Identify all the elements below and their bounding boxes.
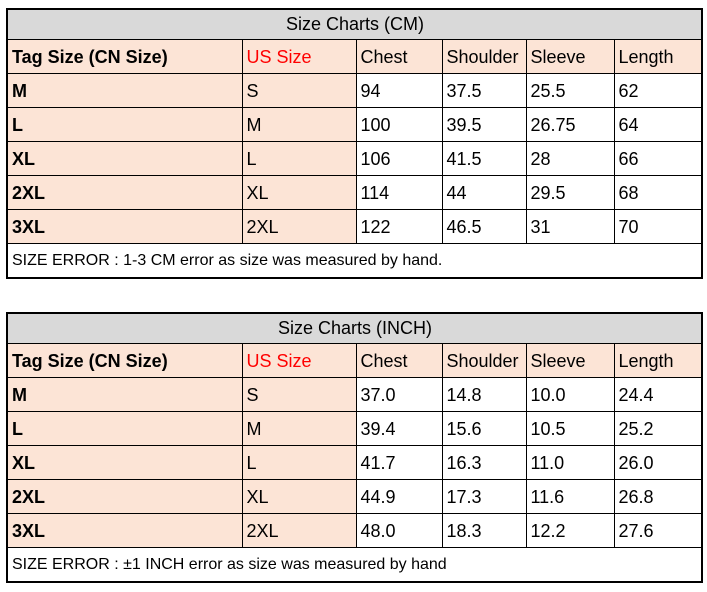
size-error-note-cm: SIZE ERROR : 1-3 CM error as size was measured by hand. — [7, 243, 702, 278]
cell-shoulder: 39.5 — [442, 107, 526, 141]
cell-shoulder: 14.8 — [442, 377, 526, 411]
cell-sleeve: 25.5 — [526, 73, 614, 107]
col-header-shoulder: Shoulder — [442, 343, 526, 377]
table-row — [7, 445, 702, 479]
cell-length: 26.0 — [614, 445, 702, 479]
table-row — [7, 243, 702, 278]
cell-sleeve: 26.75 — [526, 107, 614, 141]
cell-us-size: M — [242, 107, 356, 141]
cell-tag-size: XL — [7, 445, 242, 479]
cell-length: 66 — [614, 141, 702, 175]
table-row — [7, 513, 702, 547]
cell-sleeve: 29.5 — [526, 175, 614, 209]
col-header-length: Length — [614, 39, 702, 73]
col-header-chest: Chest — [356, 343, 442, 377]
cell-tag-size: M — [7, 73, 242, 107]
table-row — [7, 479, 702, 513]
cell-chest: 39.4 — [356, 411, 442, 445]
cell-us-size: L — [242, 445, 356, 479]
col-header-tag-size: Tag Size (CN Size) — [7, 343, 242, 377]
col-header-sleeve: Sleeve — [526, 343, 614, 377]
table-row — [7, 9, 702, 39]
col-header-tag-size: Tag Size (CN Size) — [7, 39, 242, 73]
cell-tag-size: 3XL — [7, 513, 242, 547]
cell-shoulder: 37.5 — [442, 73, 526, 107]
cell-tag-size: L — [7, 411, 242, 445]
cell-sleeve: 28 — [526, 141, 614, 175]
cell-tag-size: 2XL — [7, 175, 242, 209]
cell-length: 62 — [614, 73, 702, 107]
cell-length: 26.8 — [614, 479, 702, 513]
table-row — [7, 377, 702, 411]
cell-length: 68 — [614, 175, 702, 209]
cell-length: 24.4 — [614, 377, 702, 411]
table-row — [7, 411, 702, 445]
cell-us-size: 2XL — [242, 513, 356, 547]
table-row — [7, 547, 702, 582]
table-row — [7, 39, 702, 73]
cell-length: 70 — [614, 209, 702, 243]
cell-tag-size: 2XL — [7, 479, 242, 513]
cell-sleeve: 11.0 — [526, 445, 614, 479]
cell-chest: 44.9 — [356, 479, 442, 513]
cell-us-size: XL — [242, 175, 356, 209]
size-chart-inch-table — [6, 312, 703, 583]
cell-chest: 41.7 — [356, 445, 442, 479]
cell-shoulder: 15.6 — [442, 411, 526, 445]
cell-chest: 37.0 — [356, 377, 442, 411]
cell-chest: 114 — [356, 175, 442, 209]
cell-us-size: 2XL — [242, 209, 356, 243]
size-chart-cm-title: Size Charts (CM) — [7, 9, 702, 39]
col-header-sleeve: Sleeve — [526, 39, 614, 73]
col-header-chest: Chest — [356, 39, 442, 73]
cell-chest: 106 — [356, 141, 442, 175]
cell-length: 64 — [614, 107, 702, 141]
cell-chest: 48.0 — [356, 513, 442, 547]
cell-length: 27.6 — [614, 513, 702, 547]
size-chart-cm-table — [6, 8, 703, 279]
cell-shoulder: 44 — [442, 175, 526, 209]
cell-tag-size: XL — [7, 141, 242, 175]
cell-tag-size: 3XL — [7, 209, 242, 243]
col-header-us-size: US Size — [242, 39, 356, 73]
cell-sleeve: 10.5 — [526, 411, 614, 445]
cell-tag-size: L — [7, 107, 242, 141]
cell-us-size: M — [242, 411, 356, 445]
cell-us-size: L — [242, 141, 356, 175]
table-row — [7, 209, 702, 243]
table-row — [7, 343, 702, 377]
size-chart-inch-title: Size Charts (INCH) — [7, 313, 702, 343]
table-row — [7, 175, 702, 209]
cell-length: 25.2 — [614, 411, 702, 445]
cell-shoulder: 17.3 — [442, 479, 526, 513]
cell-tag-size: M — [7, 377, 242, 411]
table-row — [7, 141, 702, 175]
cell-sleeve: 10.0 — [526, 377, 614, 411]
cell-chest: 94 — [356, 73, 442, 107]
size-error-note-inch: SIZE ERROR : ±1 INCH error as size was measured by hand — [7, 547, 702, 582]
cell-chest: 122 — [356, 209, 442, 243]
cell-shoulder: 46.5 — [442, 209, 526, 243]
cell-shoulder: 16.3 — [442, 445, 526, 479]
cell-chest: 100 — [356, 107, 442, 141]
col-header-shoulder: Shoulder — [442, 39, 526, 73]
table-row — [7, 107, 702, 141]
cell-shoulder: 41.5 — [442, 141, 526, 175]
cell-us-size: S — [242, 73, 356, 107]
cell-us-size: XL — [242, 479, 356, 513]
cell-us-size: S — [242, 377, 356, 411]
cell-shoulder: 18.3 — [442, 513, 526, 547]
cell-sleeve: 12.2 — [526, 513, 614, 547]
cell-sleeve: 31 — [526, 209, 614, 243]
col-header-length: Length — [614, 343, 702, 377]
col-header-us-size: US Size — [242, 343, 356, 377]
cell-sleeve: 11.6 — [526, 479, 614, 513]
table-row — [7, 313, 702, 343]
table-row — [7, 73, 702, 107]
